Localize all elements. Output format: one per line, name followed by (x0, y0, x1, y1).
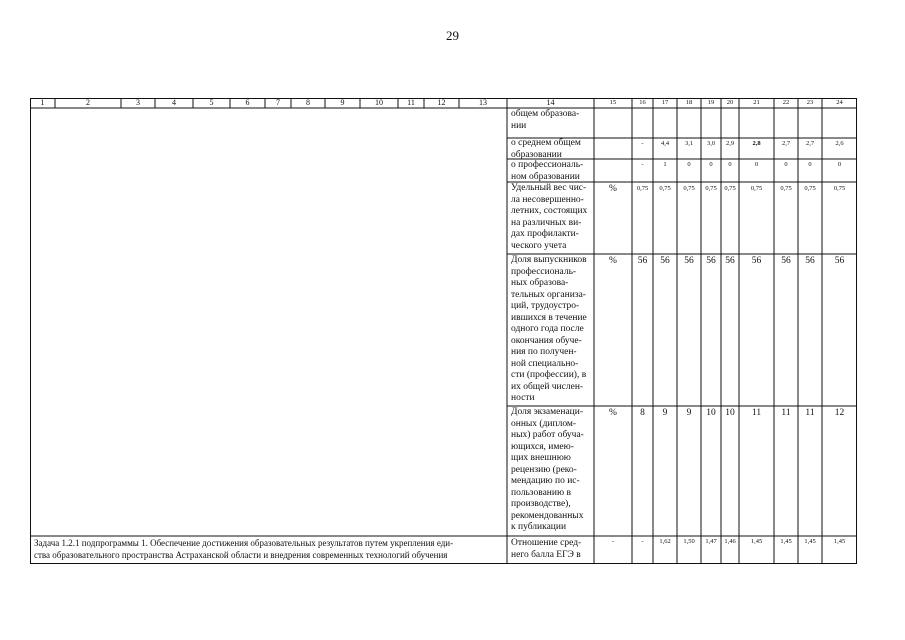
indicator-cell: Доля экзаменаци- онных (диплом- ных) работ обуча- ющихся, имею- щих внешнюю рецензию (реко- мендацию по ис- пользованию в производстве), рекомендованных к публикации (511, 407, 584, 532)
header-cell: 11 (407, 98, 415, 107)
value-cell: 9 (662, 408, 668, 418)
header-cell: 21 (753, 99, 760, 106)
value-cell: 0,75 (804, 185, 816, 192)
value-cell: 1,46 (724, 538, 736, 545)
header-cell: 22 (782, 99, 790, 106)
header-cell: 2 (86, 98, 90, 107)
indicator-cell: Удельный вес чис- ла несовершенно- летних, состоящих на различных ви- дах профилакти- ческого учета (511, 183, 588, 251)
header-cell: 13 (479, 98, 487, 107)
value-cell: 0 (728, 161, 732, 168)
page-number: 29 (446, 28, 459, 43)
value-cell: 1,50 (683, 538, 695, 545)
header-cell: 20 (726, 99, 734, 106)
value-cell: 1,47 (705, 538, 717, 545)
value-cell: 2,9 (725, 140, 735, 147)
value-cell: 11 (805, 408, 815, 418)
value-cell: 8 (640, 408, 645, 418)
header-cell: 19 (707, 99, 715, 106)
value-cell: 56 (660, 256, 670, 266)
unit-cell: - (611, 538, 615, 545)
value-cell: 2,7 (781, 140, 791, 147)
value-cell: 56 (706, 256, 716, 266)
value-cell: 0 (687, 161, 691, 168)
value-cell: 56 (781, 256, 791, 266)
value-cell: 11 (781, 408, 791, 418)
value-cell: 56 (751, 256, 762, 266)
header-cell: 3 (136, 98, 140, 107)
value-cell: 56 (834, 256, 845, 266)
value-cell: 9 (686, 408, 692, 418)
header-cell: 16 (639, 99, 646, 106)
header-cell: 24 (836, 99, 843, 106)
unit-cell: % (609, 184, 617, 194)
unit-cell: % (609, 408, 617, 418)
value-cell: 3,1 (684, 140, 694, 147)
value-cell: 56 (637, 256, 648, 266)
value-cell: 1,45 (750, 538, 763, 545)
task-text (30, 536, 507, 564)
value-cell: 0,75 (683, 185, 695, 192)
value-cell: 10 (706, 408, 716, 418)
task-line-2: ства образовательного пространства Астраханской области и внедрения современных технологий обучения (34, 549, 448, 560)
value-cell: 2,6 (835, 140, 844, 147)
value-cell: 0 (784, 161, 788, 168)
task-line-1: Задача 1.2.1 подпрограммы 1. Обеспечение достижения образовательных результатов путем укрепления еди- (34, 538, 454, 548)
header-cell: 4 (172, 98, 176, 107)
value-cell: - (641, 140, 644, 147)
value-cell: 0 (808, 161, 812, 168)
value-cell: 11 (751, 408, 762, 418)
value-cell: 1,45 (804, 538, 816, 545)
value-cell: 10 (725, 408, 735, 418)
value-cell: 0,75 (750, 185, 763, 192)
header-cell: 14 (546, 98, 555, 107)
header-cell: 1 (40, 98, 45, 107)
indicator-cell: Отношение сред- него балла ЕГЭ в (511, 538, 582, 560)
header-cell: 5 (209, 98, 214, 107)
header-cell: 17 (661, 99, 669, 106)
header-cell: 7 (276, 98, 280, 107)
header-cell: 6 (245, 98, 250, 107)
value-cell: 1 (663, 161, 667, 168)
indicator-cell: о профессиональ- ном образовании (511, 160, 584, 182)
value-cell: 2,8 (752, 140, 761, 147)
value-cell: 0,75 (780, 185, 792, 192)
header-cell: 23 (806, 99, 814, 106)
value-cell: 56 (725, 256, 735, 266)
header-cell: 8 (306, 98, 310, 107)
value-cell: 0,75 (636, 185, 649, 192)
value-cell: 2,7 (805, 140, 815, 147)
value-cell: 0,75 (659, 185, 671, 192)
indicator-table (30, 98, 857, 564)
value-cell: 0,75 (724, 185, 736, 192)
header-cell: 18 (685, 99, 693, 106)
value-cell: 0,75 (705, 185, 717, 192)
value-cell: 1,45 (780, 538, 792, 545)
value-cell: 0 (837, 161, 842, 168)
header-cell: 10 (375, 98, 383, 107)
header-cell: 12 (437, 98, 446, 107)
indicator-cell: Доля выпускников профессиональ- ных образова- тельных организа- ций, трудоустро- ившихся в течение одного года после окончания обуче- ния по получен- ной специально- сти (профессии), в их общей числен- ности (511, 255, 587, 403)
value-cell: 4,4 (660, 140, 670, 147)
merged-blank-area (30, 108, 507, 536)
value-cell: 0,75 (833, 185, 846, 192)
indicator-cell: о среднем общем образовании (511, 138, 581, 160)
value-cell: 1,45 (833, 538, 846, 545)
unit-cell: % (609, 256, 617, 266)
header-cell: 9 (340, 98, 345, 107)
value-cell: 56 (684, 256, 694, 266)
value-cell: 56 (805, 256, 815, 266)
value-cell: - (641, 538, 644, 545)
indicator-cell: общем образова- нии (511, 109, 580, 131)
value-cell: 0 (754, 161, 759, 168)
value-cell: 3,0 (706, 140, 716, 147)
value-cell: 12 (834, 408, 845, 418)
value-cell: 0 (709, 161, 713, 168)
value-cell: 1,62 (659, 538, 671, 545)
value-cell: - (641, 161, 644, 168)
header-cell: 15 (609, 99, 617, 106)
